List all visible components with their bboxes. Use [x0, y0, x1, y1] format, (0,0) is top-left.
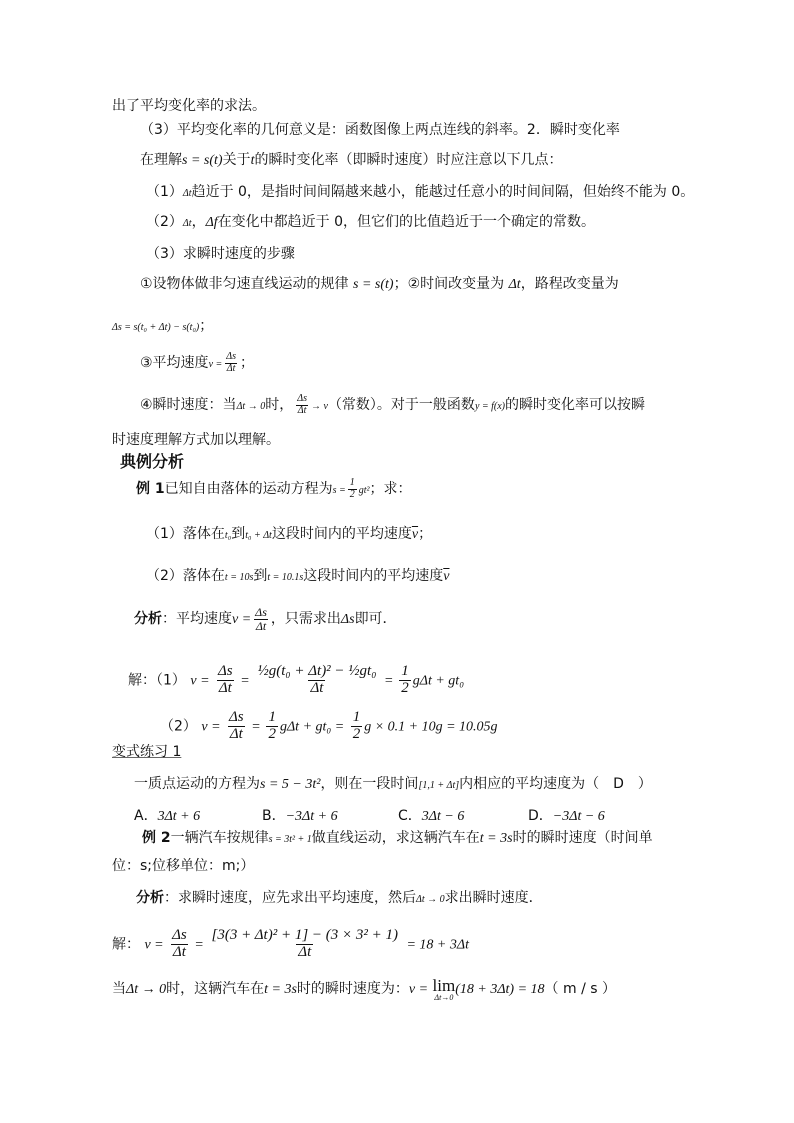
text: 已知自由落体的运动方程为 — [164, 481, 333, 497]
example-2-analysis — [136, 888, 543, 910]
example-2-final — [112, 976, 616, 1003]
math-t-3s: t = 3s — [264, 982, 297, 997]
section-title: 典例分析 — [120, 452, 185, 471]
fraction-ds-dt: $\frac{\Delta s}{\Delta t}$ — [218, 663, 233, 696]
equals: = — [241, 673, 250, 689]
option-a: A．3Δt + 6 — [134, 808, 201, 824]
text: 时速度理解方式加以理解。 — [112, 432, 280, 448]
text: 一质点运动的方程为 — [134, 776, 260, 792]
example-2-solution — [112, 928, 469, 961]
text: 到 — [231, 526, 246, 542]
math-v-bar: v = — [201, 719, 221, 735]
text: ； — [240, 355, 255, 371]
example-2-statement — [142, 828, 653, 850]
text: 这段时间内的平均速度 — [303, 568, 444, 584]
text: 时的瞬时速度为： — [296, 981, 409, 997]
equals: = — [252, 719, 261, 735]
text: ，则在一段时间 — [320, 776, 419, 792]
text: （3）求瞬时速度的步骤 — [146, 246, 295, 262]
text: 到 — [253, 568, 268, 584]
math-v-bar: v = — [144, 937, 164, 953]
point-2 — [146, 212, 595, 234]
math-t-10-1s: t = 10.1s — [267, 572, 304, 583]
equals: = — [384, 673, 393, 689]
analysis-label: 分析 — [136, 890, 164, 906]
fraction-ds-dt: $\frac{\Delta s}{\Delta t}$ — [255, 605, 267, 633]
text: 这段时间内的平均速度 — [271, 526, 412, 542]
math-v-bar: $\overline{v}$ — [411, 527, 419, 542]
text: （1）落体在 — [146, 526, 225, 542]
example-2-label: 例 2 — [142, 830, 171, 846]
math-delta-t-to-0: Δt → 0 — [126, 982, 167, 997]
math-delta-t: Δt — [508, 277, 521, 292]
fraction-ds-dt: $\frac{\Delta s}{\Delta t}$ — [229, 709, 244, 742]
intro-line-2 — [140, 120, 620, 140]
step-1-formula — [112, 316, 213, 338]
math-delta-f: Δf — [205, 215, 218, 230]
text: 的瞬时变化率（即瞬时速度）时应注意以下几点： — [254, 152, 563, 168]
fraction-half: $\frac{1}{2}$ — [401, 663, 409, 696]
text: ； — [418, 526, 433, 542]
math-result: = 18 + 3Δt — [406, 937, 469, 953]
fraction-ds-dt: $\frac{\Delta s}{\Delta t}$ — [226, 351, 237, 374]
intro-line-3 — [140, 150, 562, 171]
example-1-question-1 — [146, 524, 432, 546]
option-d: D．−3Δt − 6 — [528, 808, 605, 824]
text: ，路程改变量为 — [520, 276, 619, 292]
math-s-equation: s = 3t² + 1 — [268, 834, 312, 845]
math-s: s = — [332, 485, 346, 496]
math-s-equation: s = 5 − 3t² — [260, 777, 321, 792]
text: （2）落体在 — [146, 568, 225, 584]
math-v-bar: v = — [232, 612, 252, 628]
text: 的瞬时变化率可以按瞬 — [505, 397, 646, 413]
math-t-10s: t = 10s — [224, 572, 254, 583]
text: ， — [191, 214, 206, 230]
math-delta-s-formula: Δs = s(t₀ + Δt) − s(t₀) — [112, 322, 200, 333]
math-delta-t-to-0: Δt → 0 — [416, 894, 445, 905]
variant-title — [112, 742, 181, 762]
text: 一辆汽车按规律 — [170, 830, 269, 846]
intro-text: 出了平均变化率的求法。 — [112, 98, 266, 114]
math-t0-plus-dt: t₀ + Δt — [245, 530, 272, 541]
text: ③平均速度 — [140, 355, 209, 371]
math-s-of-t: s = s(t) — [353, 277, 394, 292]
example-1-label: 例 1 — [136, 481, 165, 497]
equals: = — [195, 937, 204, 953]
math-t: t — [250, 153, 255, 168]
text: 在理解 — [140, 152, 182, 168]
text: 位：s;位移单位：m;） — [112, 858, 255, 874]
text: 做直线运动，求这辆汽车在 — [311, 830, 480, 846]
text: ：平均速度 — [162, 611, 232, 628]
math-delta-t-to-0: Δt → 0 — [236, 401, 266, 412]
point-3 — [146, 244, 295, 264]
text: ④瞬时速度：当 — [140, 397, 237, 413]
variant-exercise-title: 变式练习 1 — [112, 744, 182, 760]
text: 时， — [265, 397, 294, 413]
math-interval: [1,1 + Δt] — [418, 780, 460, 791]
text: （1） — [146, 184, 183, 200]
step-4-line-2 — [112, 430, 280, 450]
text: 求出瞬时速度． — [444, 890, 543, 906]
example-1-solution-1 — [128, 664, 464, 697]
text: ；求： — [369, 481, 412, 497]
limit-symbol: lim Δt→0 — [432, 975, 456, 1002]
variant-question — [134, 774, 652, 796]
section-heading — [120, 452, 184, 472]
math-v-bar: $\overline{v}$ — [443, 569, 450, 584]
solution-label: 解： — [112, 936, 140, 953]
text: 在变化中都趋近于 0，但它们的比值趋近于一个确定的常数。 — [217, 214, 596, 230]
math-v-bar: v = — [208, 359, 223, 370]
text: ； — [199, 318, 214, 334]
example-1-solution-2 — [160, 710, 498, 743]
text: 当 — [112, 981, 126, 997]
text: 内相应的平均速度为（ D ） — [459, 776, 652, 792]
fraction-big-difference: $\frac{\text{½g(t₀ + Δt)² − ½gt₀}}{\Delta t}$ — [257, 663, 377, 696]
math-result: g × 0.1 + 10g = 10.05g — [364, 719, 498, 735]
fraction-half: $\frac{1}{2}$ — [349, 477, 355, 500]
math-v-bar: v = — [190, 673, 210, 689]
option-c: C．3Δt − 6 — [398, 808, 465, 824]
fraction-ds-dt: $\frac{\Delta s}{\Delta t}$ — [172, 927, 187, 960]
geometric-meaning-text: （3）平均变化率的几何意义是：函数图像上两点连线的斜率。2．瞬时变化率 — [140, 122, 620, 138]
fraction-half: $\frac{1}{2}$ — [268, 709, 276, 742]
text: ，只需求出 — [270, 611, 341, 628]
example-1-statement — [136, 478, 412, 501]
step-1 — [140, 274, 619, 295]
fraction-big-difference: $\frac{\text{[3(3 + Δt)² + 1] − (3 × 3² + 1)}}{\Delta t}$ — [211, 927, 399, 960]
analysis-label: 分析 — [134, 611, 162, 628]
text: （常数）。对于一般函数 — [327, 397, 475, 413]
intro-line-1 — [112, 96, 266, 116]
option-b: B．−3Δt + 6 — [262, 808, 338, 824]
math-delta-t: Δt — [182, 218, 192, 229]
text: （2） — [146, 214, 183, 230]
text: ；②时间改变量为 — [393, 276, 505, 292]
step-4 — [140, 394, 645, 417]
text: 关于 — [222, 152, 251, 168]
math-gt2: gt² — [358, 485, 370, 496]
point-1 — [146, 182, 694, 204]
math-expr: gΔt + gt₀ = — [279, 719, 345, 735]
example-1-analysis — [134, 606, 397, 632]
math-result: gΔt + gt₀ — [412, 673, 465, 689]
math-s-of-t: s = s(t) — [182, 153, 223, 168]
math-delta-s: Δs — [340, 612, 355, 628]
math-y-fx: y = f(x) — [474, 401, 506, 412]
math-delta-t: Δt — [182, 188, 192, 199]
fraction-ds-dt: $\frac{\Delta s}{\Delta t}$ — [297, 393, 307, 416]
text: ：求瞬时速度，应先求出平均速度，然后 — [164, 890, 416, 906]
text: 时的瞬时速度（时间单 — [512, 830, 653, 846]
text: 时，这辆汽车在 — [166, 981, 265, 997]
math-arrow-v: → v — [310, 401, 328, 412]
example-2-units — [112, 856, 254, 876]
text: 即可． — [354, 611, 397, 628]
step-3 — [140, 352, 254, 375]
math-t0: t₀ — [224, 530, 232, 541]
math-t-3s: t = 3s — [479, 831, 513, 846]
math-v: v = — [408, 982, 429, 997]
text: 趋近于 0，是指时间间隔越来越小，能越过任意小的时间间隔，但始终不能为 0。 — [191, 184, 695, 200]
unit-text: （ m / s ） — [544, 981, 616, 997]
math-limit-expr: (18 + 3Δt) = 18 — [455, 982, 545, 997]
example-1-question-2 — [146, 566, 449, 588]
solution-label: 解：（1） — [128, 672, 186, 689]
fraction-half: $\frac{1}{2}$ — [352, 709, 361, 742]
text: ①设物体做非匀速直线运动的规律 — [140, 276, 349, 292]
solution-label: （2） — [160, 718, 197, 735]
